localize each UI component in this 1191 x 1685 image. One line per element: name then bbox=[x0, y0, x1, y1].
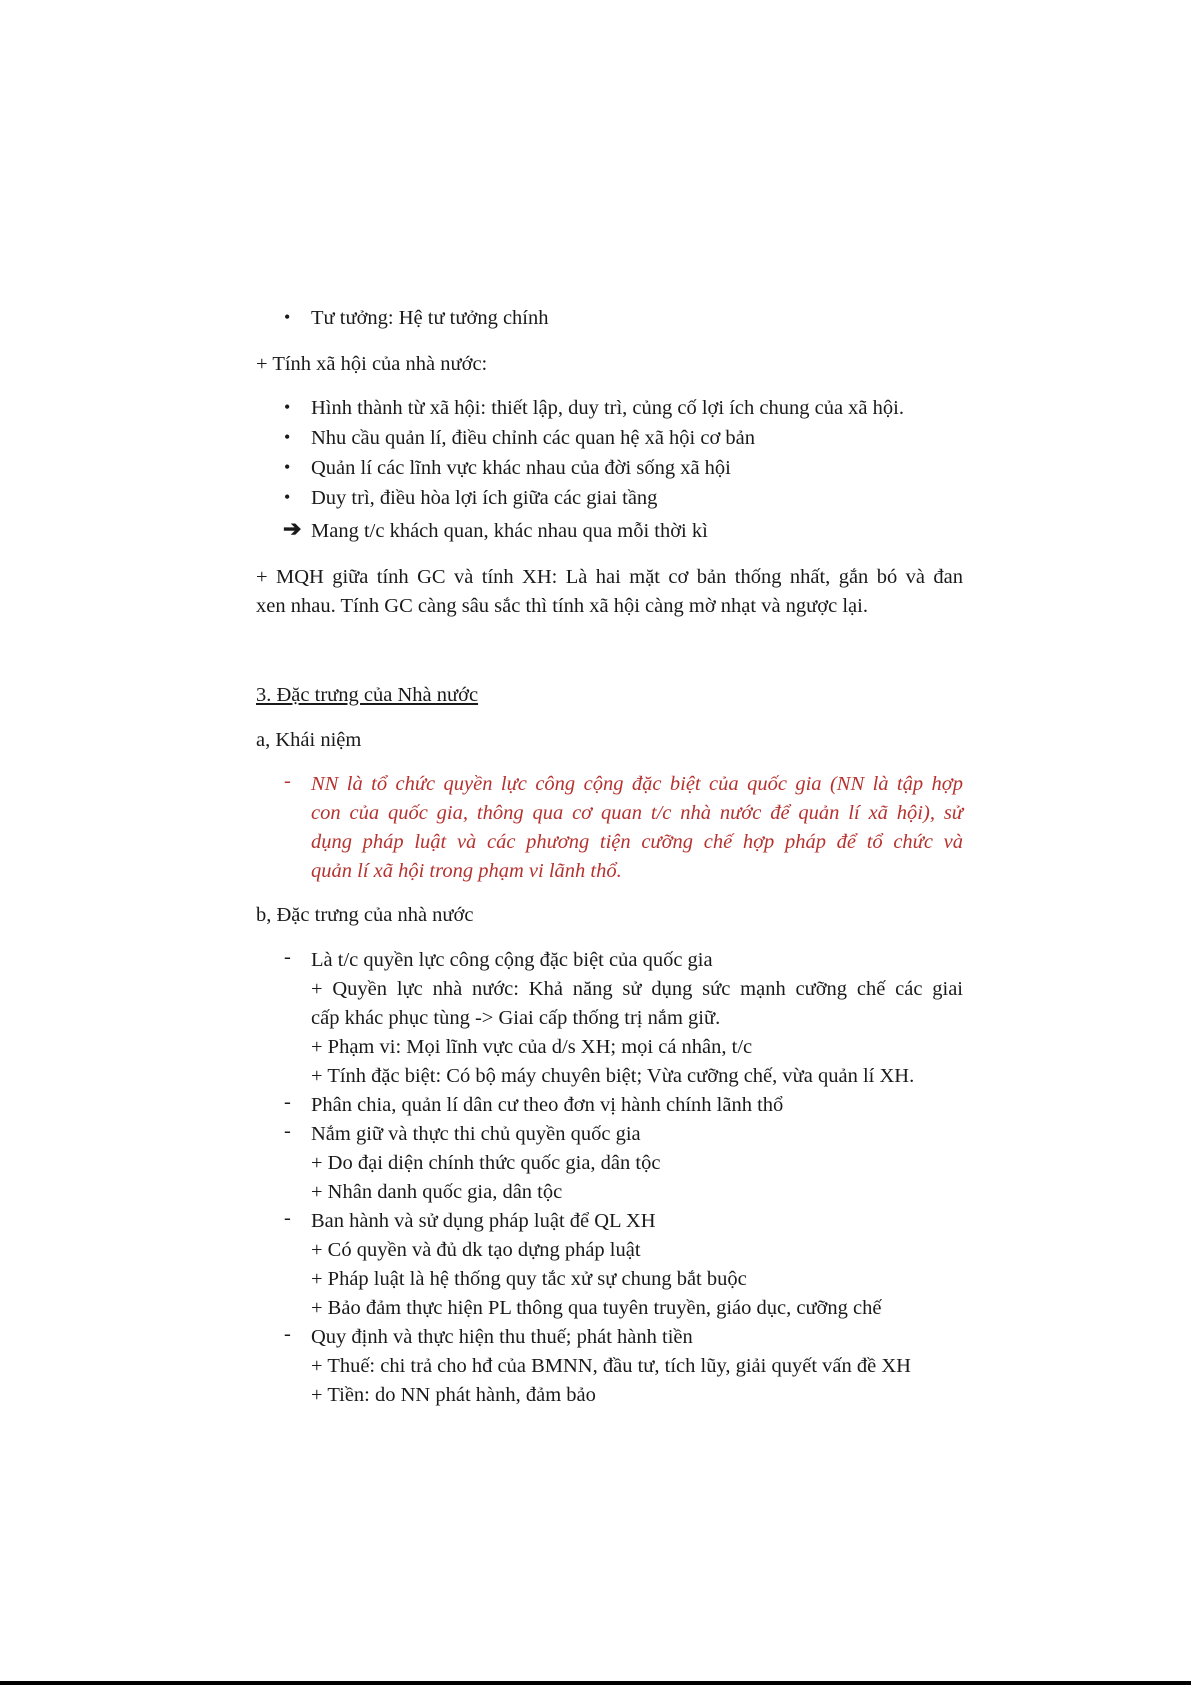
trait-4-sub-2: + Pháp luật là hệ thống quy tắc xử sự chung bắt buộc bbox=[311, 1268, 747, 1290]
page-bottom-edge bbox=[0, 1681, 1191, 1685]
trait-1-sub-1-line-2: cấp khác phục tùng -> Giai cấp thống trị nắm giữ. bbox=[311, 1007, 721, 1029]
definition-line-4: quản lí xã hội trong phạm vi lãnh thổ. bbox=[311, 860, 622, 882]
definition-line-1: NN là tổ chức quyền lực công cộng đặc biệt của quốc gia (NN là tập hợp bbox=[311, 773, 963, 795]
bullet-tutuong: Tư tưởng: Hệ tư tưởng chính bbox=[311, 307, 549, 329]
dash-marker: - bbox=[284, 1091, 291, 1113]
mqh-line-2: xen nhau. Tính GC càng sâu sắc thì tính xã hội càng mờ nhạt và ngược lại. bbox=[256, 595, 868, 617]
a-heading: a, Khái niệm bbox=[256, 729, 362, 751]
trait-3-sub-2: + Nhân danh quốc gia, dân tộc bbox=[311, 1181, 563, 1203]
definition-line-2: con của quốc gia, thông qua cơ quan t/c nhà nước để quản lí xã hội), sử bbox=[311, 802, 963, 824]
trait-2: Phân chia, quản lí dân cư theo đơn vị hành chính lãnh thổ bbox=[311, 1094, 784, 1116]
dash-marker: - bbox=[284, 770, 291, 792]
trait-1-sub-1-line-1: + Quyền lực nhà nước: Khả năng sử dụng sức mạnh cưỡng chế các giai bbox=[311, 978, 963, 1000]
trait-4-sub-3: + Bảo đảm thực hiện PL thông qua tuyên truyền, giáo dục, cưỡng chế bbox=[311, 1297, 882, 1319]
dash-marker: - bbox=[284, 1323, 291, 1345]
bullet-marker: • bbox=[284, 457, 291, 477]
definition-line-3: dụng pháp luật và các phương tiện cưỡng chế hợp pháp để tổ chức và bbox=[311, 831, 963, 853]
trait-4: Ban hành và sử dụng pháp luật để QL XH bbox=[311, 1210, 656, 1232]
tinh-xahoi-heading: + Tính xã hội của nhà nước: bbox=[256, 353, 488, 375]
bullet-marker: • bbox=[284, 397, 291, 417]
bullet-marker: • bbox=[284, 307, 291, 327]
bullet-marker: • bbox=[284, 427, 291, 447]
trait-5: Quy định và thực hiện thu thuế; phát hành tiền bbox=[311, 1326, 693, 1348]
dash-marker: - bbox=[284, 1120, 291, 1142]
section3-title: 3. Đặc trưng của Nhà nước bbox=[256, 684, 479, 706]
arrow-icon: ➔ bbox=[283, 516, 302, 541]
mqh-line-1: + MQH giữa tính GC và tính XH: Là hai mặt cơ bản thống nhất, gắn bó và đan bbox=[256, 566, 963, 588]
bullet-marker: • bbox=[284, 487, 291, 507]
dash-marker: - bbox=[284, 1207, 291, 1229]
xh-bullet-2: Nhu cầu quản lí, điều chỉnh các quan hệ xã hội cơ bản bbox=[311, 427, 756, 449]
xh-bullet-4: Duy trì, điều hòa lợi ích giữa các giai tầng bbox=[311, 487, 658, 509]
arrow-conclusion: Mang t/c khách quan, khác nhau qua mỗi thời kì bbox=[311, 520, 708, 542]
trait-4-sub-1: + Có quyền và đủ dk tạo dựng pháp luật bbox=[311, 1239, 641, 1261]
xh-bullet-1: Hình thành từ xã hội: thiết lập, duy trì, củng cố lợi ích chung của xã hội. bbox=[311, 397, 904, 419]
trait-1: Là t/c quyền lực công cộng đặc biệt của quốc gia bbox=[311, 949, 713, 971]
trait-1-sub-2: + Phạm vi: Mọi lĩnh vực của d/s XH; mọi cá nhân, t/c bbox=[311, 1036, 753, 1058]
trait-3: Nắm giữ và thực thi chủ quyền quốc gia bbox=[311, 1123, 641, 1145]
xh-bullet-3: Quản lí các lĩnh vực khác nhau của đời sống xã hội bbox=[311, 457, 731, 479]
dash-marker: - bbox=[284, 946, 291, 968]
trait-5-sub-2: + Tiền: do NN phát hành, đảm bảo bbox=[311, 1384, 596, 1406]
trait-3-sub-1: + Do đại diện chính thức quốc gia, dân tộc bbox=[311, 1152, 661, 1174]
trait-1-sub-3: + Tính đặc biệt: Có bộ máy chuyên biệt; Vừa cưỡng chế, vừa quản lí XH. bbox=[311, 1065, 915, 1087]
trait-5-sub-1: + Thuế: chi trả cho hđ của BMNN, đầu tư, tích lũy, giải quyết vấn đề XH bbox=[311, 1355, 911, 1377]
b-heading: b, Đặc trưng của nhà nước bbox=[256, 904, 474, 926]
